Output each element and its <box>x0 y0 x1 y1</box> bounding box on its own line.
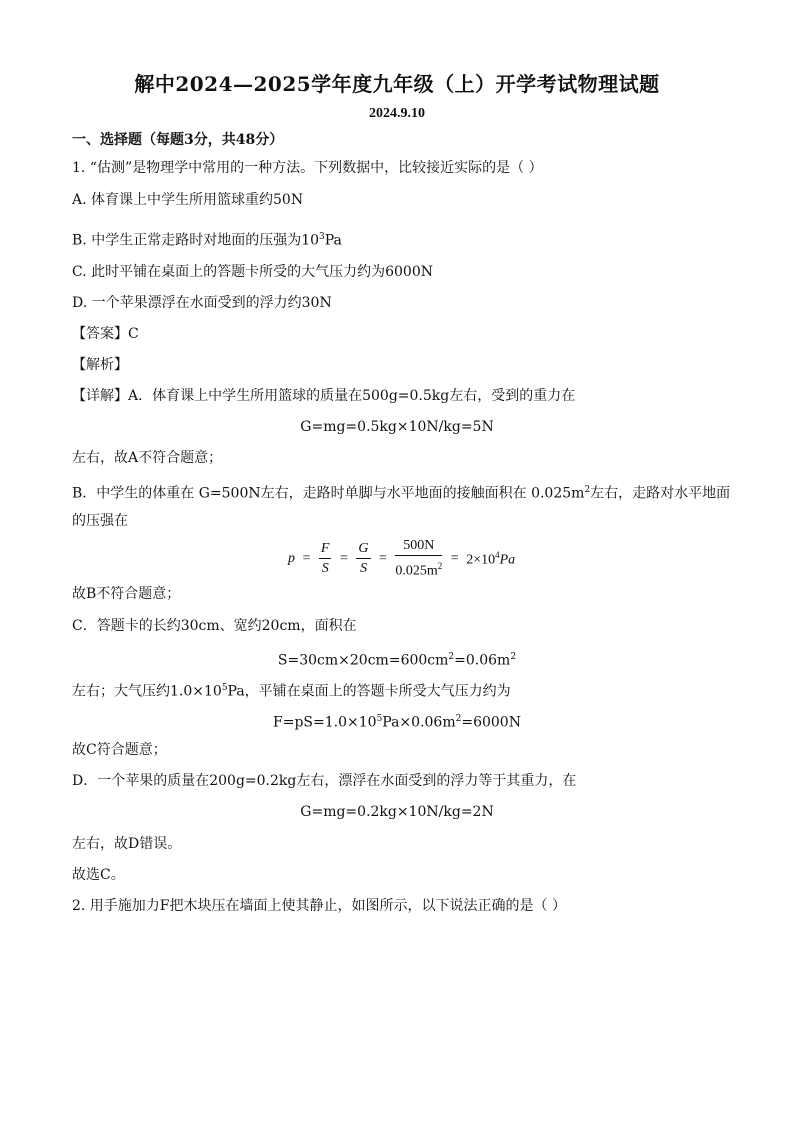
result-unit: Pa <box>499 552 516 568</box>
formula-c-area-text: S=30cm×20cm=600cm <box>277 652 449 669</box>
exam-date: 2024.9.10 <box>369 106 425 121</box>
fraction-area-exponent: 2 <box>437 561 443 571</box>
formula-d: G=mg=0.2kg×10N/kg=2N <box>300 804 494 820</box>
option-b-exponent: 3 <box>319 232 325 242</box>
formula-c-force <box>0 709 794 733</box>
formula-c-area-mid: =0.06m <box>454 652 511 669</box>
formula-b-eq1: = <box>302 551 311 567</box>
formula-c2-text: F=pS=1.0×10 <box>273 714 377 731</box>
fraction-values <box>395 537 442 582</box>
detail-a <box>72 386 575 406</box>
final-choice: 故选C。 <box>72 867 125 883</box>
fraction-g: G <box>356 540 370 559</box>
conclusion-d: 左右，故D错误。 <box>72 836 182 852</box>
fraction-area-value: 0.025m <box>395 563 438 579</box>
option-d: D. 一个苹果漂浮在水面受到的浮力约30N <box>72 295 332 311</box>
answer-value: C <box>128 326 139 342</box>
detail-b-exponent: 2 <box>584 485 591 495</box>
formula-b-eq4: = <box>450 551 459 567</box>
fraction-500n: 500N <box>395 537 442 556</box>
fraction-s2: S <box>359 560 367 576</box>
answer-label: 【答案】 <box>72 326 128 342</box>
question-2-stem: 2. 用手施加力F把木块压在墙面上使其静止，如图所示，以下说法正确的是（ ） <box>72 898 566 914</box>
detail-b-line2: 的压强在 <box>72 513 128 529</box>
detail-b-line1 <box>72 480 730 504</box>
conclusion-a: 左右，故A不符合题意； <box>72 450 223 466</box>
detail-b-tail: 左右，走路对水平地面 <box>590 485 731 502</box>
option-a: A. 体育课上中学生所用篮球重约50N <box>72 192 304 208</box>
detail-c2-text: 左右；大气压约1.0×10 <box>72 683 222 700</box>
result-mantissa: 2×10 <box>466 552 496 568</box>
formula-c2-tail: =6000N <box>461 714 521 731</box>
formula-a: G=mg=0.5kg×10N/kg=5N <box>300 419 494 435</box>
detail-c-line2 <box>72 678 511 702</box>
conclusion-b: 故B不符合题意； <box>72 586 181 602</box>
detail-c2-exponent: 5 <box>221 683 228 693</box>
formula-b-result <box>466 550 515 569</box>
page-title: 解中2024—2025学年度九年级（上）开学考试物理试题 <box>134 72 660 96</box>
option-b <box>72 227 342 251</box>
fraction-s1: S <box>321 560 329 576</box>
detail-c2-tail: Pa，平铺在桌面上的答题卡所受大气压力约为 <box>227 683 511 700</box>
formula-c-exp1: 2 <box>448 652 455 662</box>
formula-b-p: p <box>288 551 295 567</box>
detail-a-text: A．体育课上中学生所用篮球的质量在500g=0.5kg左右，受到的重力在 <box>128 388 576 404</box>
formula-c2-mid: Pa×0.06m <box>382 714 456 731</box>
formula-c-area <box>0 647 794 671</box>
fraction-area <box>395 556 442 582</box>
fraction-f: F <box>319 540 332 559</box>
detail-b-text: B．中学生的体重在 G=500N左右，走路时单脚与水平地面的接触面积在 0.025m <box>72 485 585 502</box>
detail-c: C．答题卡的长约30cm、宽约20cm，面积在 <box>72 618 357 634</box>
formula-c-exp2: 2 <box>510 652 517 662</box>
formula-c2-exp2: 2 <box>455 714 462 724</box>
question-1-stem: 1. “估测”是物理学中常用的一种方法。下列数据中，比较接近实际的是（ ） <box>72 160 543 176</box>
formula-b-eq3: = <box>379 551 387 567</box>
fraction-g-over-s <box>356 540 370 579</box>
formula-b-eq2: = <box>339 551 348 567</box>
result-exponent: 4 <box>495 550 500 560</box>
conclusion-c: 故C符合题意； <box>72 742 167 758</box>
fraction-f-over-s <box>319 540 332 579</box>
formula-c2-exp1: 5 <box>376 714 383 724</box>
analysis-label: 【解析】 <box>72 357 128 373</box>
option-b-unit: Pa <box>324 232 342 249</box>
answer-line <box>72 324 139 344</box>
detail-label: 【详解】 <box>72 388 128 404</box>
option-b-text: B. 中学生正常走路时对地面的压强为10 <box>72 232 320 249</box>
detail-d: D．一个苹果的质量在200g=0.2kg左右，漂浮在水面受到的浮力等于其重力，在 <box>72 773 577 789</box>
option-c: C. 此时平铺在桌面上的答题卡所受的大气压力约为6000N <box>72 264 433 280</box>
formula-b-pressure <box>286 537 517 581</box>
section-heading: 一、选择题（每题3分，共48分） <box>72 132 284 148</box>
